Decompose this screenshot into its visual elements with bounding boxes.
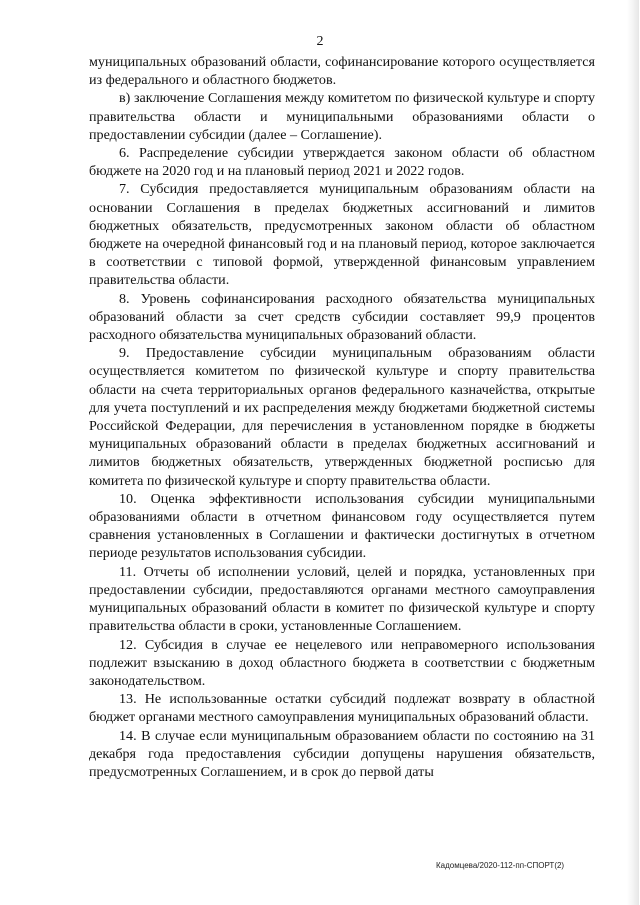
- paragraph-12: 12. Субсидия в случае ее нецелевого или неправомерного использования подлежит взысканию в доход областного бюджета в соответствии с бюджетным законодательством.: [89, 636, 595, 689]
- document-body: [89, 53, 595, 781]
- footer-document-code: Кадомцева/2020-112-пп-СПОРТ(2): [436, 861, 565, 870]
- paragraph-14: 14. В случае если муниципальным образованием области по состоянию на 31 декабря года предоставления субсидии допущены нарушения обязательств, предусмотренных Соглашением, и в срок до первой даты: [89, 727, 595, 780]
- paragraph-7: 7. Субсидия предоставляется муниципальным образованиям области на основании Соглашения в пределах бюджетных ассигнований и лимитов бюджетных обязательств, предусмотренных законом области об областном бюджете на очередной финансовый год и на плановый период, которое заключается в соответствии с типовой формой, утвержденной финансовым управлением правительства области.: [89, 181, 595, 289]
- paragraph-9: 9. Предоставление субсидии муниципальным образованиям области осуществляется комитетом по физической культуре и спорту правительства области на счета территориальных органов федерального казначейства, открытые для учета поступлений и их распределения между бюджетами бюджетной системы Российской Федерации, для перечисления в установленном порядке в бюджеты муниципальных образований области в пределах бюджетных ассигнований и лимитов бюджетных обязательств, утвержденных бюджетной росписью для комитета по физической культуре и спорту правительства области.: [89, 345, 595, 489]
- paragraph-11: 11. Отчеты об исполнении условий, целей и порядка, установленных при предоставлении субсидии, предоставляются органами местного самоуправления муниципальных образований области в комитет по физической культуре и спорту правительства области в сроки, установленные Соглашением.: [89, 563, 595, 635]
- paragraph-13: 13. Не использованные остатки субсидий подлежат возврату в областной бюджет органами местного самоуправления муниципальных образований области.: [89, 691, 595, 726]
- paragraph-10: 10. Оценка эффективности использования субсидии муниципальными образованиями области в отчетном финансовом году осуществляется путем сравнения установленных в Соглашении и фактически достигнутых в отчетном периоде результатов использования субсидии.: [89, 490, 595, 562]
- paragraph-8: 8. Уровень софинансирования расходного обязательства муниципальных образований области за счет средств субсидии составляет 99,9 процентов расходного обязательства муниципальных образований области.: [89, 290, 595, 344]
- scan-edge-shadow: [627, 0, 639, 905]
- paragraph-continuation: муниципальных образований области, софинансирование которого осуществляется из федерального и областного бюджетов.: [89, 54, 595, 89]
- paragraph-item-v: в) заключение Соглашения между комитетом по физической культуре и спорту правительства области и муниципальными образованиями области о предоставлении субсидии (далее – Соглашение).: [89, 90, 595, 143]
- page-number: 2: [316, 34, 324, 49]
- paragraph-6: 6. Распределение субсидии утверждается законом области об областном бюджете на 2020 год и на плановый период 2021 и 2022 годов.: [89, 145, 595, 180]
